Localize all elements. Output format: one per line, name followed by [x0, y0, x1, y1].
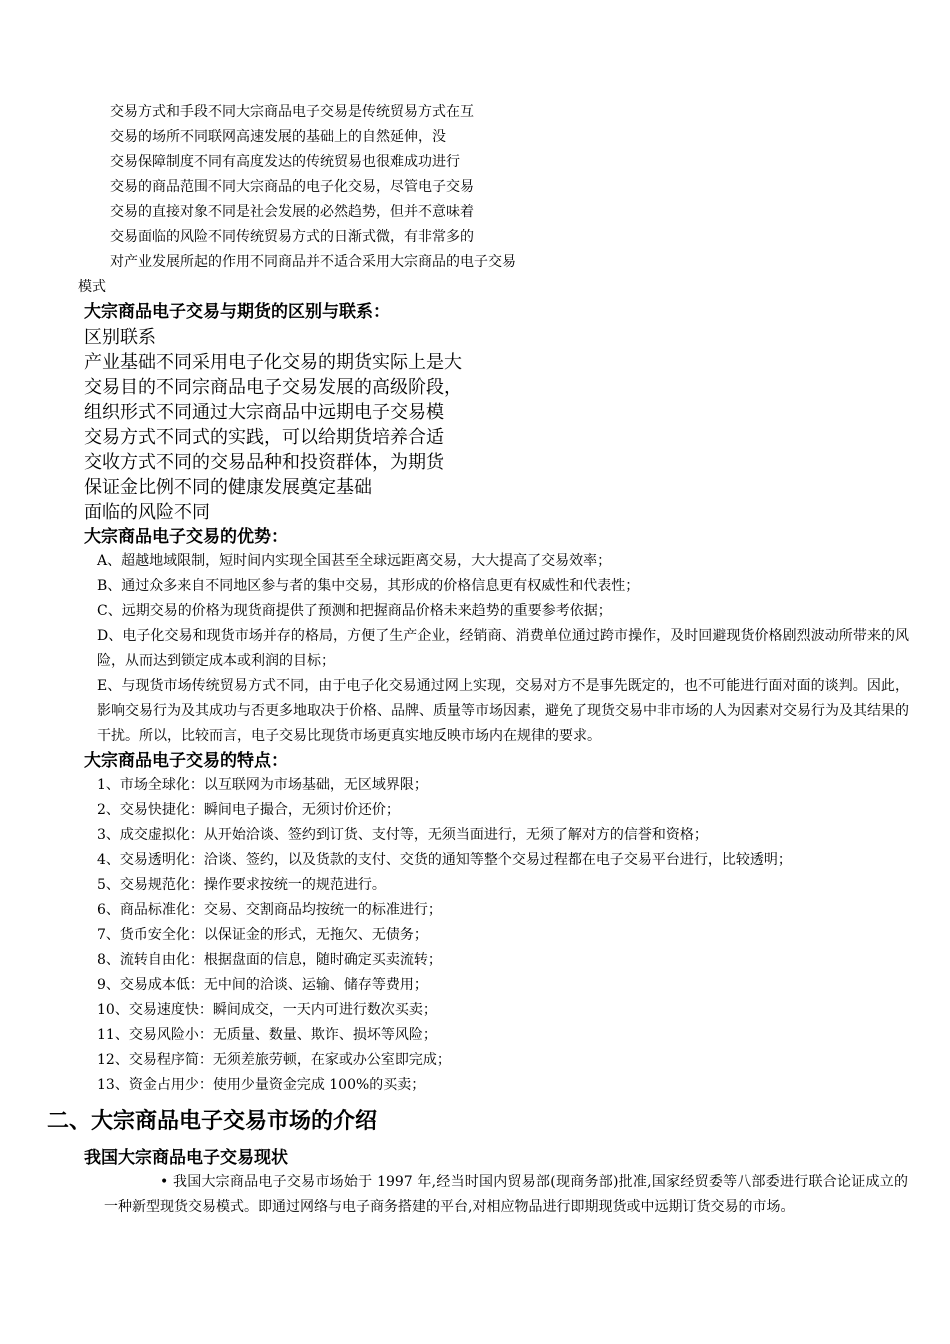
advantage-item: D、电子化交易和现货市场并存的格局，方便了生产企业，经销商、消费单位通过跨市操作，及时回避现货价格剧烈波动所带来的风险，从而达到锁定成本或利润的目标；	[97, 628, 909, 669]
advantage-item: C、远期交易的价格为现货商提供了预测和把握商品价格未来趋势的重要参考依据；	[97, 603, 612, 619]
feature-item: 13、资金占用少：使用少量资金完成 100%的买卖；	[97, 1077, 426, 1093]
feature-item: 12、交易程序简：无须差旅劳顿，在家或办公室即完成；	[97, 1052, 451, 1068]
difference-line: 组织形式不同通过大宗商品中远期电子交易模	[84, 402, 444, 423]
difference-line: 交易方式不同式的实践，可以给期货培养合适	[84, 427, 444, 448]
feature-item: 1、市场全球化：以互联网为市场基础，无区域界限；	[97, 777, 428, 793]
features-list	[97, 773, 917, 1098]
feature-item: 9、交易成本低：无中间的洽谈、运输、储存等费用；	[97, 977, 428, 993]
difference-line: 产业基础不同采用电子化交易的期货实际上是大	[84, 352, 462, 373]
mode-word: 模式	[78, 279, 106, 295]
comparison-line: 交易的场所不同联网高速发展的基础上的自然延伸，没	[110, 129, 446, 145]
difference-line: 区别联系	[84, 327, 156, 348]
feature-item: 6、商品标准化：交易、交割商品均按统一的标准进行；	[97, 902, 442, 918]
advantage-item: B、通过众多来自不同地区参与者的集中交易，其形成的价格信息更有权威性和代表性；	[97, 578, 640, 594]
difference-line: 保证金比例不同的健康发展奠定基础	[84, 477, 372, 498]
futures-difference-lines	[84, 325, 924, 525]
current-status-heading: 我国大宗商品电子交易现状	[84, 1148, 288, 1168]
comparison-line: 对产业发展所起的作用不同商品并不适合采用大宗商品的电子交易	[110, 254, 516, 270]
feature-item: 3、成交虚拟化：从开始洽谈、签约到订货、支付等，无须当面进行，无须了解对方的信誉和资格；	[97, 827, 708, 843]
current-status-paragraph: • 我国大宗商品电子交易市场始于 1997 年,经当时国内贸易部(现商务部)批准,国家经贸委等八部委进行联合论证成立的一种新型现货交易模式。即通过网络与电子商务搭建的平台,对相应物品进行即期现货或中远期订货交易的市场。	[104, 1174, 908, 1215]
feature-item: 4、交易透明化：洽谈、签约，以及货款的支付、交货的通知等整个交易过程都在电子交易平台进行，比较透明；	[97, 852, 792, 868]
advantages-heading: 大宗商品电子交易的优势：	[84, 527, 288, 547]
difference-line: 面临的风险不同	[84, 502, 210, 523]
comparison-line: 交易的商品范围不同大宗商品的电子化交易，尽管电子交易	[110, 179, 474, 195]
feature-item: 11、交易风险小：无质量、数量、欺诈、损坏等风险；	[97, 1027, 437, 1043]
comparison-line: 交易面临的风险不同传统贸易方式的日渐式微，有非常多的	[110, 229, 474, 245]
feature-item: 5、交易规范化：操作要求按统一的规范进行。	[97, 877, 386, 893]
difference-line: 交易目的不同宗商品电子交易发展的高级阶段，	[84, 377, 462, 398]
comparison-line: 交易的直接对象不同是社会发展的必然趋势，但并不意味着	[110, 204, 474, 220]
advantage-item: E、与现货市场传统贸易方式不同，由于电子化交易通过网上实现，交易对方不是事先既定的，也不可能进行面对面的谈判。因此，影响交易行为及其成功与否更多地取决于价格、品牌、质量等市场因素，避免了现货交易中非市场的人为因素对交易行为及其结果的干扰。所以，比较而言，电子交易比现货市场更真实地反映市场内在规律的要求。	[97, 678, 909, 744]
feature-item: 2、交易快捷化：瞬间电子撮合，无须讨价还价；	[97, 802, 400, 818]
feature-item: 7、货币安全化：以保证金的形式，无拖欠、无债务；	[97, 927, 428, 943]
comparison-line: 交易方式和手段不同大宗商品电子交易是传统贸易方式在互	[110, 104, 474, 120]
futures-difference-heading: 大宗商品电子交易与期货的区别与联系：	[84, 302, 390, 322]
feature-item: 10、交易速度快：瞬间成交，一天内可进行数次买卖；	[97, 1002, 437, 1018]
section-2-heading: 二、大宗商品电子交易市场的介绍	[47, 1109, 378, 1134]
advantage-item: A、超越地域限制，短时间内实现全国甚至全球远距离交易，大大提高了交易效率；	[97, 553, 612, 569]
comparison-line: 交易保障制度不同有高度发达的传统贸易也很难成功进行	[110, 154, 460, 170]
advantages-list	[97, 549, 909, 749]
difference-line: 交收方式不同的交易品种和投资群体，为期货	[84, 452, 444, 473]
comparison-lines	[110, 100, 930, 275]
features-heading: 大宗商品电子交易的特点：	[84, 751, 288, 771]
feature-item: 8、流转自由化：根据盘面的信息，随时确定买卖流转；	[97, 952, 442, 968]
